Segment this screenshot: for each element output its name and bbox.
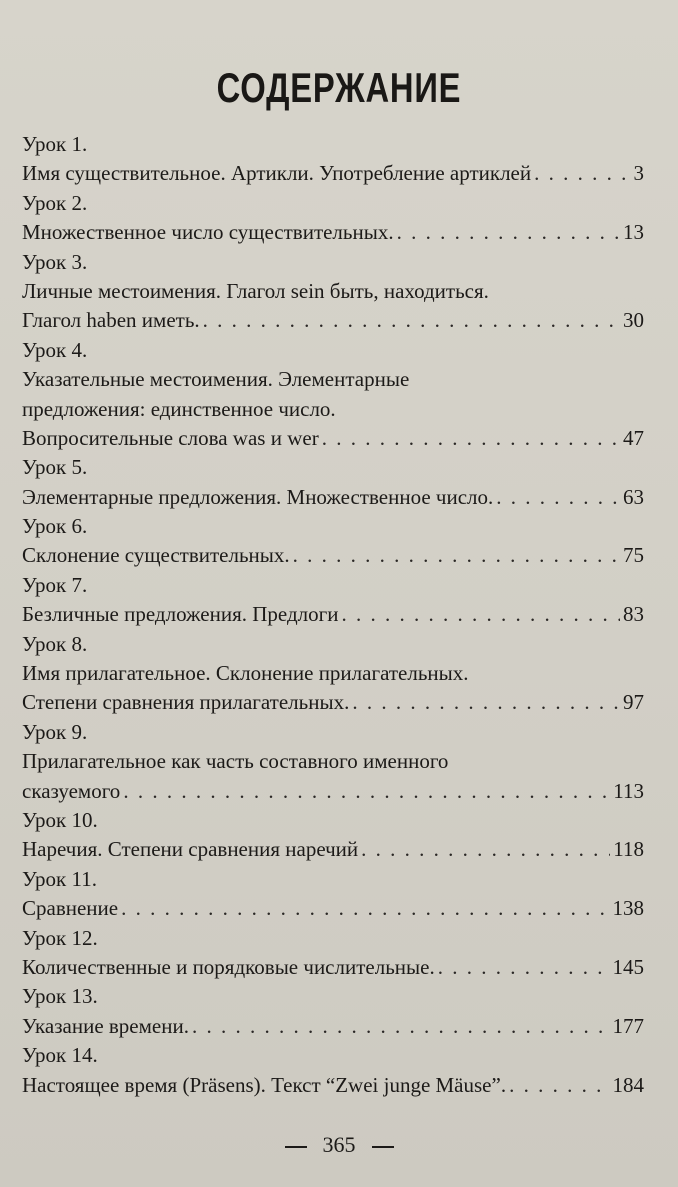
toc-entry (22, 1012, 644, 1041)
toc-entry-line (22, 747, 644, 776)
toc-lesson (22, 982, 644, 1041)
entry-title: предложения: единственное число. (22, 396, 336, 421)
entry-title: Указание времени. (22, 1013, 189, 1038)
entry-page-number: 83 (623, 602, 644, 627)
toc-entry (22, 777, 644, 806)
entry-title: Наречия. Степени сравнения наречий (22, 837, 359, 862)
entry-page-number: 138 (612, 896, 644, 921)
entry-page-number: 118 (613, 837, 644, 862)
toc-entry-line (22, 659, 644, 688)
leader-dots (438, 953, 610, 982)
toc-lesson (22, 630, 644, 718)
leader-dots (397, 218, 620, 247)
entry-title: Личные местоимения. Глагол sein быть, находиться. (22, 278, 489, 303)
lesson-label: Урок 13. (22, 984, 98, 1009)
toc-entry (22, 541, 644, 570)
entry-title: Сравнение (22, 896, 119, 921)
entry-title: Прилагательное как часть составного именного (22, 749, 449, 774)
leader-dots (352, 688, 620, 717)
toc-entry (22, 688, 644, 717)
lesson-label: Урок 2. (22, 190, 88, 215)
leader-dots (192, 1012, 610, 1041)
toc-entry (22, 159, 644, 188)
toc-lesson (22, 130, 644, 189)
entry-title: Указательные местоимения. Элементарные (22, 367, 410, 392)
entry-page-number: 113 (613, 778, 644, 803)
lesson-label: Урок 3. (22, 249, 88, 274)
leader-dots (123, 777, 610, 806)
entry-title: Безличные предложения. Предлоги (22, 602, 339, 627)
toc-entry (22, 483, 644, 512)
entry-title: сказуемого (22, 778, 121, 803)
entry-page-number: 75 (623, 543, 644, 568)
lesson-label: Урок 5. (22, 455, 88, 480)
entry-page-number: 184 (612, 1072, 644, 1097)
toc-entry (22, 894, 644, 923)
lesson-label: Урок 11. (22, 866, 97, 891)
toc-entry (22, 600, 644, 629)
entry-page-number: 177 (612, 1013, 644, 1038)
toc-lesson (22, 865, 644, 924)
toc-lesson (22, 512, 644, 571)
leader-dots (496, 483, 620, 512)
entry-title: Глагол haben иметь. (22, 308, 200, 333)
lesson-label: Урок 4. (22, 337, 88, 362)
entry-title: Степени сравнения прилагательных. (22, 690, 350, 715)
toc-entry (22, 835, 644, 864)
entry-page-number: 47 (623, 425, 644, 450)
entry-title: Имя существительное. Артикли. Употребление артиклей (22, 161, 532, 186)
toc-entry (22, 306, 644, 335)
entry-page-number: 145 (612, 954, 644, 979)
toc-entry-line (22, 365, 644, 394)
toc-entry-line (22, 395, 644, 424)
lesson-label: Урок 6. (22, 514, 88, 539)
page-title: СОДЕРЖАНИЕ (216, 64, 462, 111)
page-number: 365 (322, 1132, 356, 1157)
entry-page-number: 63 (623, 484, 644, 509)
entry-title: Количественные и порядковые числительные. (22, 954, 435, 979)
lesson-label: Урок 9. (22, 719, 88, 744)
entry-title: Элементарные предложения. Множественное число. (22, 484, 494, 509)
entry-title: Множественное число существительных. (22, 220, 394, 245)
leader-dots (341, 600, 620, 629)
lesson-label: Урок 14. (22, 1043, 98, 1068)
toc-lesson (22, 189, 644, 248)
toc-lesson (22, 718, 644, 806)
lesson-label: Урок 1. (22, 132, 88, 156)
toc-entry (22, 424, 644, 453)
toc-lesson (22, 336, 644, 454)
lesson-label: Урок 10. (22, 807, 98, 832)
toc-entry (22, 953, 644, 982)
leader-dots (361, 835, 610, 864)
entry-page-number: 13 (623, 220, 644, 245)
right-dash (372, 1146, 394, 1148)
left-dash (285, 1146, 307, 1148)
entry-page-number: 97 (623, 690, 644, 715)
toc-entry (22, 1071, 644, 1100)
leader-dots (322, 424, 620, 453)
leader-dots (534, 159, 630, 188)
toc-lesson (22, 924, 644, 983)
entry-page-number: 3 (633, 161, 644, 186)
entry-title: Имя прилагательное. Склонение прилагательных. (22, 661, 469, 686)
toc-lesson (22, 248, 644, 336)
lesson-label: Урок 12. (22, 925, 98, 950)
leader-dots (509, 1071, 609, 1100)
lesson-label: Урок 8. (22, 631, 88, 656)
toc-lesson (22, 806, 644, 865)
leader-dots (203, 306, 620, 335)
leader-dots (293, 541, 620, 570)
page-footer (0, 1132, 678, 1158)
toc-lesson (22, 571, 644, 630)
leader-dots (121, 894, 609, 923)
entry-title: Настоящее время (Präsens). Текст “Zwei junge Mäuse”. (22, 1072, 507, 1097)
entry-page-number: 30 (623, 308, 644, 333)
toc-entry (22, 218, 644, 247)
toc-lesson (22, 1041, 644, 1100)
entry-title: Склонение существительных. (22, 543, 290, 568)
table-of-contents (22, 130, 644, 1100)
toc-lesson (22, 453, 644, 512)
entry-title: Вопросительные слова was и wer (22, 425, 319, 450)
toc-entry-line (22, 277, 644, 306)
lesson-label: Урок 7. (22, 572, 88, 597)
